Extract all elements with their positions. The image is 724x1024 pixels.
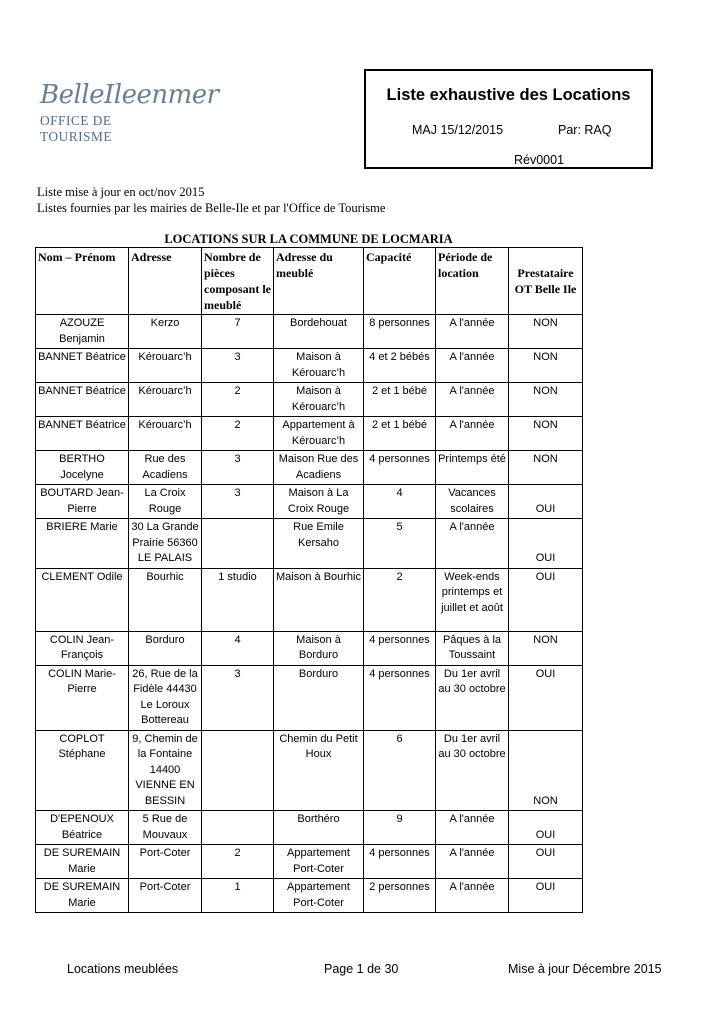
cell-prestataire: NON xyxy=(509,349,583,383)
cell-pieces: 2 xyxy=(202,417,274,451)
cell-periode: A l'année xyxy=(436,417,509,451)
cell-capacite: 4 personnes xyxy=(364,451,436,485)
cell-prestataire: NON xyxy=(509,451,583,485)
cell-periode: Du 1er avril au 30 octobre xyxy=(436,665,509,730)
cell-meuble: Borduro xyxy=(274,665,364,730)
cell-nom: AZOUZE Benjamin xyxy=(36,315,129,349)
cell-nom: COLIN Jean-François xyxy=(36,631,129,665)
title-box xyxy=(364,69,653,169)
cell-nom: BRIERE Marie xyxy=(36,519,129,569)
cell-prestataire: OUI xyxy=(509,845,583,879)
cell-prestataire: OUI xyxy=(509,879,583,913)
cell-meuble: Maison à Bourhic xyxy=(274,568,364,631)
cell-adresse: 26, Rue de la Fidèle 44430 Le Loroux Bottereau xyxy=(129,665,202,730)
cell-periode: Printemps été xyxy=(436,451,509,485)
cell-pieces xyxy=(202,730,274,811)
cell-pieces xyxy=(202,519,274,569)
table-row xyxy=(36,315,583,349)
cell-meuble: Appartement Port-Coter xyxy=(274,879,364,913)
cell-periode: Pâques à la Toussaint xyxy=(436,631,509,665)
cell-pieces: 1 studio xyxy=(202,568,274,631)
cell-capacite: 9 xyxy=(364,811,436,845)
cell-capacite: 4 personnes xyxy=(364,631,436,665)
table-row xyxy=(36,665,583,730)
cell-periode: A l'année xyxy=(436,519,509,569)
cell-nom: BANNET Béatrice xyxy=(36,349,129,383)
cell-capacite: 4 personnes xyxy=(364,665,436,730)
table-row xyxy=(36,519,583,569)
cell-capacite: 2 et 1 bébé xyxy=(364,383,436,417)
header-prestataire: Prestataire OT Belle Ile xyxy=(509,248,583,315)
cell-meuble: Appartement à Kérouarc’h xyxy=(274,417,364,451)
header-adresse-meuble: Adresse du meublé xyxy=(274,248,364,315)
cell-capacite: 8 personnes xyxy=(364,315,436,349)
cell-periode: Du 1er avril au 30 octobre xyxy=(436,730,509,811)
header-capacite: Capacité xyxy=(364,248,436,315)
cell-nom: CLEMENT Odile xyxy=(36,568,129,631)
cell-capacite: 4 et 2 bébés xyxy=(364,349,436,383)
cell-nom: COLIN Marie-Pierre xyxy=(36,665,129,730)
office-tourisme-logo xyxy=(40,80,219,150)
table-row xyxy=(36,451,583,485)
logo-subtitle: OFFICE DE TOURISME xyxy=(40,113,112,144)
cell-pieces: 3 xyxy=(202,485,274,519)
table-row xyxy=(36,417,583,451)
cell-meuble: Bordehouat xyxy=(274,315,364,349)
table-row xyxy=(36,730,583,811)
cell-adresse: Borduro xyxy=(129,631,202,665)
cell-prestataire: OUI xyxy=(509,519,583,569)
cell-prestataire: NON xyxy=(509,730,583,811)
cell-meuble: Borthéro xyxy=(274,811,364,845)
cell-pieces: 4 xyxy=(202,631,274,665)
cell-pieces xyxy=(202,811,274,845)
cell-pieces: 3 xyxy=(202,451,274,485)
intro-line-2: Listes fournies par les mairies de Belle-Ile et par l'Office de Tourisme xyxy=(37,201,386,215)
cell-adresse: Port-Coter xyxy=(129,845,202,879)
cell-meuble: Appartement Port-Coter xyxy=(274,845,364,879)
cell-adresse: Kérouarc’h xyxy=(129,349,202,383)
cell-adresse: Port-Coter xyxy=(129,879,202,913)
logo-script-text: BelleIleenmer xyxy=(40,80,219,110)
cell-nom: BANNET Béatrice xyxy=(36,383,129,417)
cell-adresse: Bourhic xyxy=(129,568,202,631)
cell-adresse: 30 La Grande Prairie 56360 LE PALAIS xyxy=(129,519,202,569)
cell-capacite: 2 personnes xyxy=(364,879,436,913)
cell-prestataire: NON xyxy=(509,383,583,417)
table-row xyxy=(36,485,583,519)
cell-meuble: Maison à Kérouarc’h xyxy=(274,349,364,383)
table-row xyxy=(36,879,583,913)
footer-right: Mise à jour Décembre 2015 xyxy=(508,962,662,976)
cell-prestataire: NON xyxy=(509,417,583,451)
cell-meuble: Chemin du Petit Houx xyxy=(274,730,364,811)
header-periode: Période de location xyxy=(436,248,509,315)
intro-text xyxy=(37,184,385,216)
cell-capacite: 2 et 1 bébé xyxy=(364,417,436,451)
cell-prestataire: OUI xyxy=(509,665,583,730)
cell-nom: BANNET Béatrice xyxy=(36,417,129,451)
cell-prestataire: NON xyxy=(509,631,583,665)
cell-meuble: Maison Rue des Acadiens xyxy=(274,451,364,485)
table-row xyxy=(36,631,583,665)
cell-adresse: La Croix Rouge xyxy=(129,485,202,519)
cell-meuble: Maison à Kérouarc’h xyxy=(274,383,364,417)
revision: Rév0001 xyxy=(514,153,565,167)
table-row xyxy=(36,568,583,631)
cell-periode: A l'année xyxy=(436,315,509,349)
cell-prestataire: OUI xyxy=(509,811,583,845)
author: Par: RAQ xyxy=(558,123,612,137)
cell-periode: A l'année xyxy=(436,845,509,879)
footer-page-number: Page 1 de 30 xyxy=(324,962,399,976)
cell-adresse: Kerzo xyxy=(129,315,202,349)
cell-periode: A l'année xyxy=(436,349,509,383)
cell-adresse: Kérouarc’h xyxy=(129,383,202,417)
cell-nom: D'EPENOUX Béatrice xyxy=(36,811,129,845)
cell-pieces: 2 xyxy=(202,845,274,879)
cell-adresse: Rue des Acadiens xyxy=(129,451,202,485)
cell-nom: BOUTARD Jean-Pierre xyxy=(36,485,129,519)
cell-pieces: 3 xyxy=(202,665,274,730)
cell-prestataire: NON xyxy=(509,315,583,349)
header-nom: Nom – Prénom xyxy=(36,248,129,315)
cell-adresse: Kérouarc’h xyxy=(129,417,202,451)
cell-nom: COPLOT Stéphane xyxy=(36,730,129,811)
cell-prestataire: OUI xyxy=(509,485,583,519)
cell-adresse: 9, Chemin de la Fontaine 14400 VIENNE EN BESSIN xyxy=(129,730,202,811)
locations-table xyxy=(35,247,583,913)
intro-line-1: Liste mise à jour en oct/nov 2015 xyxy=(37,185,205,199)
cell-pieces: 1 xyxy=(202,879,274,913)
cell-periode: A l'année xyxy=(436,383,509,417)
cell-capacite: 4 personnes xyxy=(364,845,436,879)
cell-meuble: Maison à La Croix Rouge xyxy=(274,485,364,519)
cell-nom: BERTHO Jocelyne xyxy=(36,451,129,485)
cell-meuble: Rue Emile Kersaho xyxy=(274,519,364,569)
cell-periode: A l'année xyxy=(436,879,509,913)
cell-periode: Week-ends printemps et juillet et août xyxy=(436,568,509,631)
cell-capacite: 2 xyxy=(364,568,436,631)
section-title: LOCATIONS SUR LA COMMUNE DE LOCMARIA xyxy=(164,232,453,246)
header-adresse: Adresse xyxy=(129,248,202,315)
cell-capacite: 6 xyxy=(364,730,436,811)
table-row xyxy=(36,845,583,879)
cell-pieces: 2 xyxy=(202,383,274,417)
cell-periode: A l'année xyxy=(436,811,509,845)
update-date: MAJ 15/12/2015 xyxy=(412,123,504,137)
table-row xyxy=(36,811,583,845)
header-pieces: Nombre de pièces composant le meublé xyxy=(202,248,274,315)
cell-pieces: 7 xyxy=(202,315,274,349)
cell-adresse: 5 Rue de Mouvaux xyxy=(129,811,202,845)
cell-nom: DE SUREMAIN Marie xyxy=(36,845,129,879)
cell-periode: Vacances scolaires xyxy=(436,485,509,519)
cell-capacite: 5 xyxy=(364,519,436,569)
document-title: Liste exhaustive des Locations xyxy=(386,86,631,104)
footer-left: Locations meublées xyxy=(67,962,179,976)
cell-nom: DE SUREMAIN Marie xyxy=(36,879,129,913)
cell-prestataire: OUI xyxy=(509,568,583,631)
cell-capacite: 4 xyxy=(364,485,436,519)
table-row xyxy=(36,349,583,383)
cell-meuble: Maison à Borduro xyxy=(274,631,364,665)
table-row xyxy=(36,383,583,417)
cell-pieces: 3 xyxy=(202,349,274,383)
table-header-row xyxy=(36,248,583,315)
